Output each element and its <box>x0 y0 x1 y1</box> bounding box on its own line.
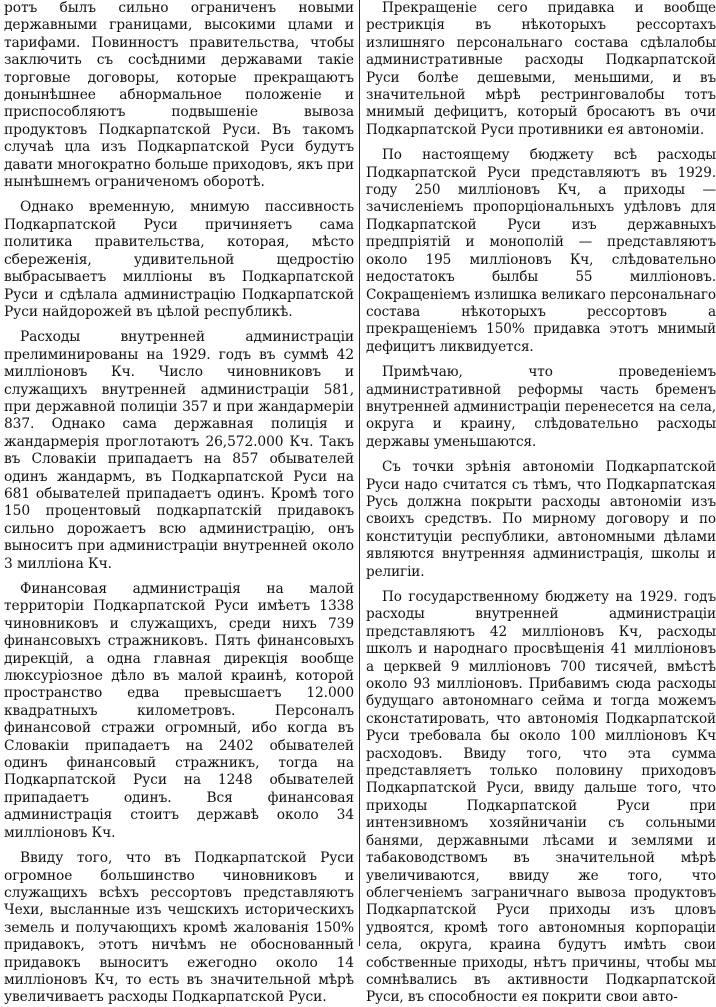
left-paragraph-5: Ввиду того, что въ Подкарпатской Руси огромное большинство чиновниковъ и служащихъ всѣхъ рессортовъ представляютъ Чехи, высланные изъ чешскихъ историческихъ земель и получающихъ кромѣ жалованія 150% придавокъ, этотъ ничѣмъ не обоснованный придавокъ выноситъ ежегодно около 14 милліоновъ Кч, то есть въ значительной мѣрѣ увеличиваетъ расходы Подкарпатской Руси. <box>4 850 354 1006</box>
right-paragraph-3: Примѣчаю, что проведеніемъ административной реформы часть бременъ внутренней администраціи перенесется на села, округа и краину, слѣдовательно расходы державы уменьшаются. <box>366 364 716 450</box>
right-paragraph-5: По государственному бюджету на 1929. годъ расходы внутренней администраціи представляютъ 42 милліоновъ Кч, расходы школъ и народнаго просвѣщенія 41 милліоновъ а церквей 9 милліоновъ 700 тисячей, вмѣстѣ около 93 милліоновъ. Прибавимъ сюда расходы будущаго автономнаго сейма и тогда можемъ сконстатировать, что автономія Подкарпатской Руси требовала бы около 100 милліоновъ Кч расходовъ. Ввиду того, что эта сумма представляетъ только половину приходовъ Подкарпатской Руси, ввиду дальше того, что приходы Подкарпатской Руси при интензивномъ хозяйничаніи съ сольными банями, державными лѣсами и землями и табаководствомъ въ значительной мѣрѣ увеличиваются, ввиду же того, что облегченіемъ заграничнаго вывоза продуктовъ Подкарпатской Руси приходы изъ цловъ удвоятся, кромѣ того автономныя корпораціи села, округа, краина будутъ имѣть свои собственные приходы, нѣтъ причины, чтобы мы сомнѣвались въ активности Подкарпатской Руси, въ способности ея покрити свои авто- <box>366 589 716 1006</box>
left-paragraph-2: Однако временную, мнимую пассивность Подкарпатской Руси причиняетъ сама политика правительства, которая, мѣсто сбереженія, удивительной щедростію выбрасываетъ милліоны въ Подкарпатской Руси и сдѣлала администрацію Подкарпатской Руси найдорожей въ цѣлой республикѣ. <box>4 199 354 320</box>
left-paragraph-3: Расходы внутренней администраціи прелиминированы на 1929. годъ въ суммѣ 42 милліоновъ Кч. Число чиновниковъ и служащихъ внутренней администраціи 581, при державной полиціи 357 и при жандармеріи 837. Однако сама державная полиція и жандармерія проглотаютъ 26,572.000 Кч. Такъ въ Словакіи припадаетъ на 857 обывателей одинъ жандармъ, въ Подкарпатской Руси на 681 обывателей припадаетъ одинъ. Кромѣ того 150 процентовый подкарпатскій придавокъ сильно дорожаетъ всю администрацію, онъ выноситъ при администраціи внутренней около 3 милліона Кч. <box>4 329 354 572</box>
column-divider <box>359 0 360 946</box>
right-paragraph-2: По настоящему бюджету всѣ расходы Подкарпатской Руси представляютъ въ 1929. году 250 милліоновъ Кч, а приходы — зачисленіемъ пропорціональныхъ удѣловъ для Подкарпатской Руси изъ державныхъ предпріятій и монополій — представляютъ около 195 милліоновъ Кч, слѣдовательно недостатокъ былбы 55 милліоновъ. Сокращеніемъ излишка великаго персональнаго состава нѣкоторыхъ рессортовъ а прекращеніемъ 150% придавка этотъ мнимый дефицитъ ликвидуется. <box>366 147 716 355</box>
left-paragraph-1: ротъ былъ сильно ограниченъ новыми державными границами, высокими цлами и тарифами. Повинностъ правительства, чтобы заключить съ сосѣдними державами такіе торговые договоры, которые прекращаютъ донынѣшнее абнормальное положеніе и приспособляютъ подвышеніе вывоза продуктовъ Подкарпатской Руси. Въ такомъ случаѣ цла изъ Подкарпатской Руси будутъ давати многократно больше приходовъ, якъ при нынѣшнемъ ограниченомъ оборотѣ. <box>4 0 354 191</box>
left-column <box>4 0 354 1006</box>
right-column <box>366 0 716 1006</box>
right-paragraph-4: Съ точки зрѣнія автономіи Подкарпатской Руси надо считатся съ тѣмъ, что Подкарпатская Русь должна покрыти расходы автономіи изъ своихъ средствъ. По мирному договору и по конституціи республики, автономными дѣлами являются внутренняя администрація, школы и религіи. <box>366 459 716 580</box>
left-paragraph-4: Финансовая администрація на малой территоріи Подкарпатской Руси имѣетъ 1338 чиновниковъ и служащихъ, среди нихъ 739 финансовыхъ стражниковъ. Пять финансовыхъ дирекцій, а одна главная дирекція вообще люксуріозное дѣло въ малой краинѣ, которой пространство едва превысшаетъ 12.000 квадратныхъ километровъ. Персоналъ финансовой стражи огромный, ибо когда въ Словакіи припадаетъ на 2402 обывателей одинъ финансовый стражникъ, тогда на Подкарпатской Руси на 1248 обывателей припадаетъ одинъ. Вся финансовая администрація стоитъ державѣ около 34 милліоновъ Кч. <box>4 581 354 841</box>
right-paragraph-1: Прекращеніе сего придавка и вообще рестрикція въ нѣкоторыхъ рессортахъ излишняго персональнаго состава сдѣлалобы административные расходы Подкарпатской Руси болѣе дешевыми, меньшими, и въ значительной мѣрѣ рестринговалобы тотъ мнимый дефицитъ, который бросаютъ въ очи Подкарпатской Руси противники ея автономіи. <box>366 0 716 138</box>
